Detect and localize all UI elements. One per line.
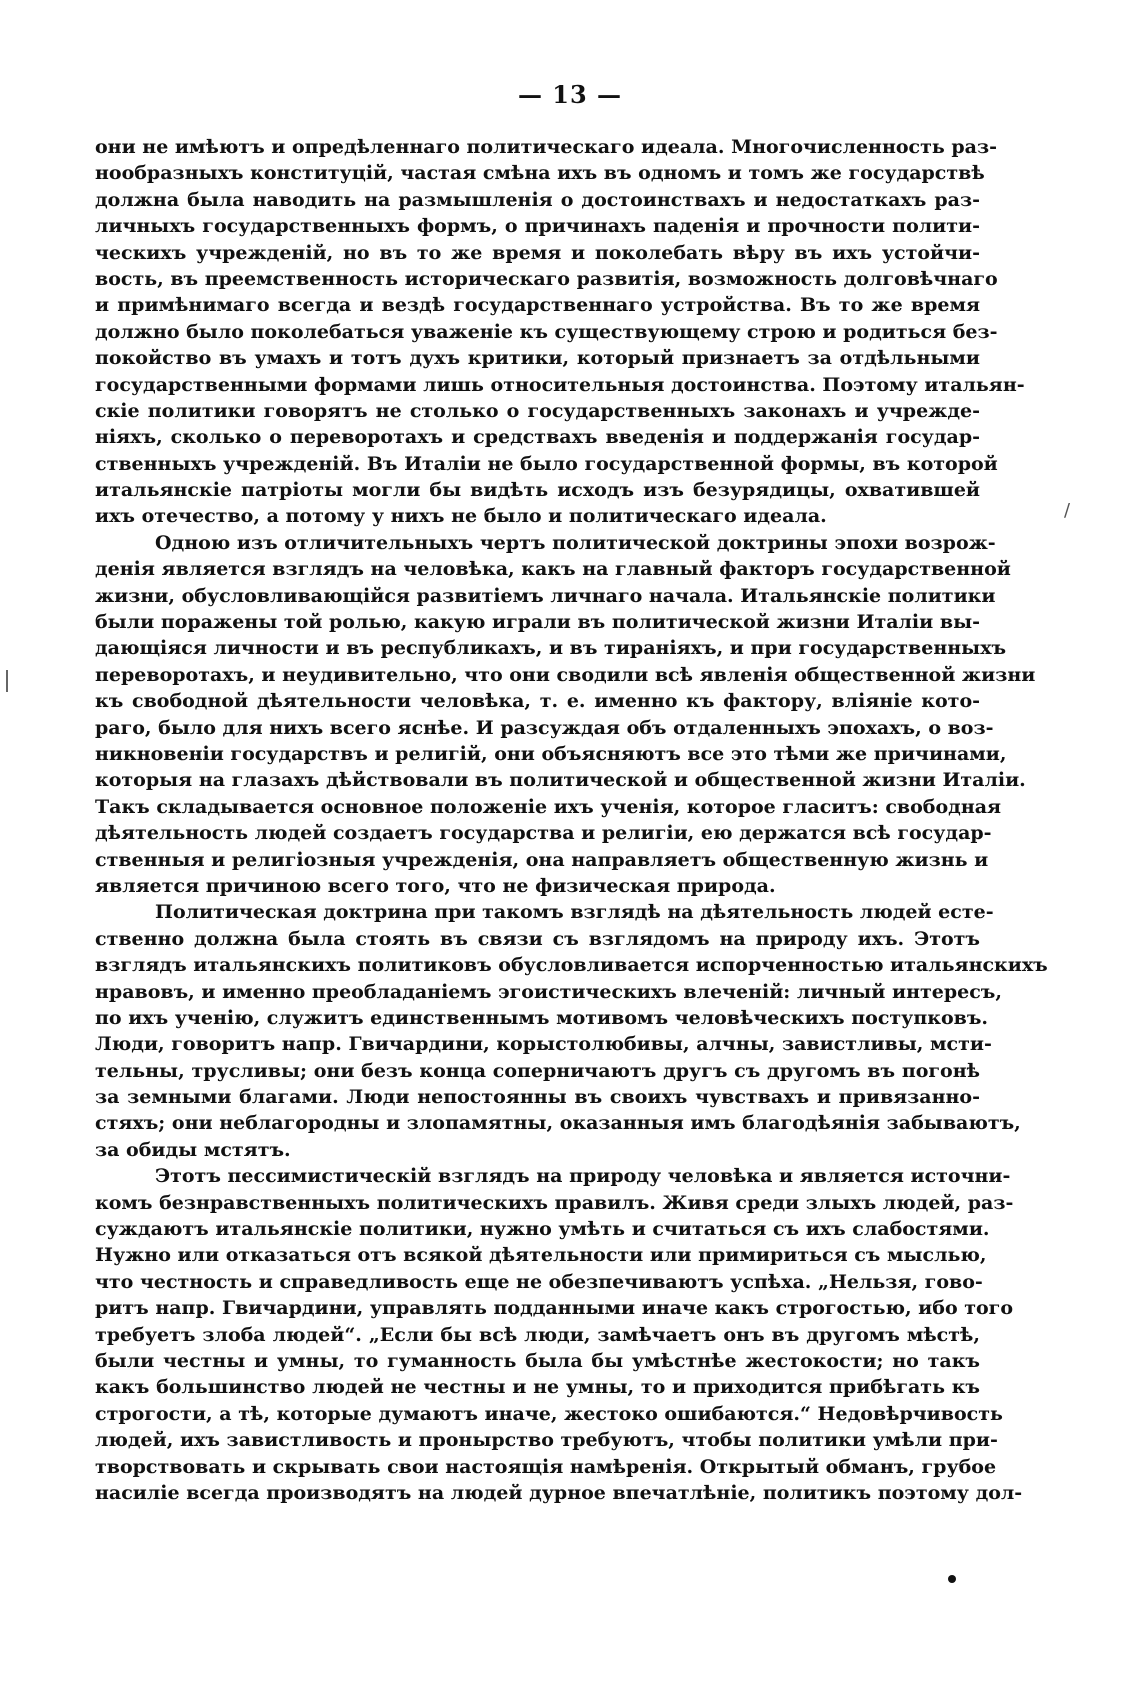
- text-line: Такъ складывается основное положеніе ихъ ученія, которое гласитъ: свободная: [95, 795, 1002, 818]
- text-line: ственно должна была стоять въ связи съ взглядомъ на природу ихъ. Этотъ: [95, 927, 980, 950]
- text-line: творствовать и скрывать свои настоящія намѣренія. Открытый обманъ, грубое: [95, 1455, 997, 1478]
- text-line: жизни, обусловливающійся развитіемъ личнаго начала. Итальянскіе политики: [95, 584, 996, 607]
- text-line: людей, ихъ завистливость и пронырство требуютъ, чтобы политики умѣли при-: [95, 1429, 998, 1452]
- paragraph-4: [95, 1163, 1023, 1506]
- text-line: личныхъ государственныхъ формъ, о причинахъ паденія и прочности полити-: [95, 215, 980, 238]
- text-line: ихъ отечество, а потому у нихъ не было и политическаго идеала.: [95, 505, 827, 528]
- text-line: Этотъ пессимистическій взглядъ на природу человѣка и является источни-: [155, 1165, 1011, 1188]
- text-line: къ свободной дѣятельности человѣка, т. е. именно къ фактору, вліяніе кото-: [95, 690, 980, 713]
- text-line: денія является взглядъ на человѣка, какъ на главный факторъ государственной: [95, 558, 1011, 581]
- text-line: ческихъ учрежденій, но въ то же время и поколебать вѣру въ ихъ устойчи-: [95, 241, 980, 264]
- text-line: вость, въ преемственность историческаго развитія, возможность долговѣчнаго: [95, 267, 998, 290]
- paragraph-2: [95, 530, 1036, 899]
- text-line: ственныхъ учрежденій. Въ Италіи не было государственной формы, въ которой: [95, 452, 998, 475]
- text-line: строгости, а тѣ, которые думаютъ иначе, жестоко ошибаются.“ Недовѣрчивость: [95, 1402, 1003, 1425]
- text-line: стяхъ; они неблагородны и злопамятны, оказанныя имъ благодѣянія забываютъ,: [95, 1112, 1021, 1135]
- paragraph-3: [95, 899, 1048, 1163]
- text-line: должна была наводить на размышленія о достоинствахъ и недостаткахъ раз-: [95, 188, 980, 211]
- paragraph-1: [95, 134, 1025, 530]
- text-line: скіе политики говорятъ не столько о государственныхъ законахъ и учрежде-: [95, 399, 980, 422]
- text-line: Политическая доктрина при такомъ взглядѣ на дѣятельность людей есте-: [155, 901, 994, 924]
- page-number: — 13 —: [517, 80, 623, 109]
- text-line: что честность и справедливость еще не обезпечиваютъ успѣха. „Нельзя, гово-: [95, 1270, 983, 1293]
- text-line: нообразныхъ конституцій, частая смѣна ихъ въ одномъ и томъ же государствѣ: [95, 162, 985, 185]
- text-line: комъ безнравственныхъ политическихъ правилъ. Живя среди злыхъ людей, раз-: [95, 1191, 1014, 1214]
- text-line: были честны и умны, то гуманность была бы умѣстнѣе жестокости; но такъ: [95, 1349, 980, 1372]
- text-line: ритъ напр. Гвичардини, управлять подданными иначе какъ строгостью, ибо того: [95, 1297, 1013, 1320]
- text-line: переворотахъ, и неудивительно, что они сводили всѣ явленія общественной жизни: [95, 663, 1036, 686]
- text-line: были поражены той ролью, какую играли въ политической жизни Италіи вы-: [95, 611, 980, 634]
- text-line: за земными благами. Люди непостоянны въ своихъ чувствахъ и привязанно-: [95, 1086, 980, 1109]
- text-line: должно было поколебаться уваженіе къ существующему строю и родиться без-: [95, 320, 998, 343]
- text-line: дѣятельность людей создаетъ государства и религіи, ею держатся всѣ государ-: [95, 822, 992, 845]
- text-line: за обиды мстятъ.: [95, 1138, 291, 1161]
- text-line: Одною изъ отличительныхъ чертъ политической доктрины эпохи возрож-: [155, 531, 996, 554]
- text-line: ственныя и религіозныя учрежденія, она направляетъ общественную жизнь и: [95, 848, 989, 871]
- text-line: взглядъ итальянскихъ политиковъ обусловливается испорченностью итальянскихъ: [95, 954, 1048, 977]
- text-line: раго, было для нихъ всего яснѣе. И разсуждая объ отдаленныхъ эпохахъ, о воз-: [95, 716, 994, 739]
- text-line: они не имѣютъ и опредѣленнаго политическаго идеала. Многочисленность раз-: [95, 136, 997, 158]
- text-line: государственными формами лишь относительныя достоинства. Поэтому итальян-: [95, 373, 1025, 396]
- text-line: нравовъ, и именно преобладаніемъ эгоистическихъ влеченій: личный интересъ,: [95, 980, 1002, 1003]
- text-line: и примѣнимаго всегда и вездѣ государственнаго устройства. Въ то же время: [95, 294, 980, 317]
- text-line: покойство въ умахъ и тотъ духъ критики, который признаетъ за отдѣльными: [95, 347, 980, 370]
- text-line: по ихъ ученію, служитъ единственнымъ мотивомъ человѣческихъ поступковъ.: [95, 1006, 989, 1029]
- text-line: ніяхъ, сколько о переворотахъ и средствахъ введенія и поддержанія государ-: [95, 426, 980, 449]
- margin-pencil-mark: /: [1064, 500, 1071, 521]
- body-text: [95, 134, 1048, 1506]
- text-line: тельны, трусливы; они безъ конца соперничаютъ другъ съ другомъ въ погонѣ: [95, 1059, 980, 1082]
- text-line: суждаютъ итальянскіе политики, нужно умѣть и считаться съ ихъ слабостями.: [95, 1218, 990, 1241]
- text-line: Люди, говоритъ напр. Гвичардини, корыстолюбивы, алчны, завистливы, мсти-: [95, 1033, 992, 1056]
- ink-spot-mark: [948, 1575, 956, 1583]
- text-line: насиліе всегда производятъ на людей дурное впечатлѣніе, политикъ поэтому дол-: [95, 1481, 1023, 1504]
- margin-edge-mark: [6, 670, 8, 692]
- text-line: дающіяся личности и въ республикахъ, и въ тираніяхъ, и при государственныхъ: [95, 637, 1007, 660]
- text-line: Нужно или отказаться отъ всякой дѣятельности или примириться съ мыслью,: [95, 1244, 987, 1267]
- text-line: итальянскіе патріоты могли бы видѣть исходъ изъ безурядицы, охватившей: [95, 479, 980, 502]
- text-line: требуетъ злоба людей“. „Если бы всѣ люди, замѣчаетъ онъ въ другомъ мѣстѣ,: [95, 1323, 980, 1346]
- text-line: какъ большинство людей не честны и не умны, то и приходится прибѣгать къ: [95, 1376, 980, 1399]
- text-line: является причиною всего того, что не физическая природа.: [95, 874, 776, 897]
- text-line: которыя на глазахъ дѣйствовали въ политической и общественной жизни Италіи.: [95, 769, 1026, 792]
- text-line: никновеніи государствъ и религій, они объясняютъ все это тѣми же причинами,: [95, 742, 1007, 765]
